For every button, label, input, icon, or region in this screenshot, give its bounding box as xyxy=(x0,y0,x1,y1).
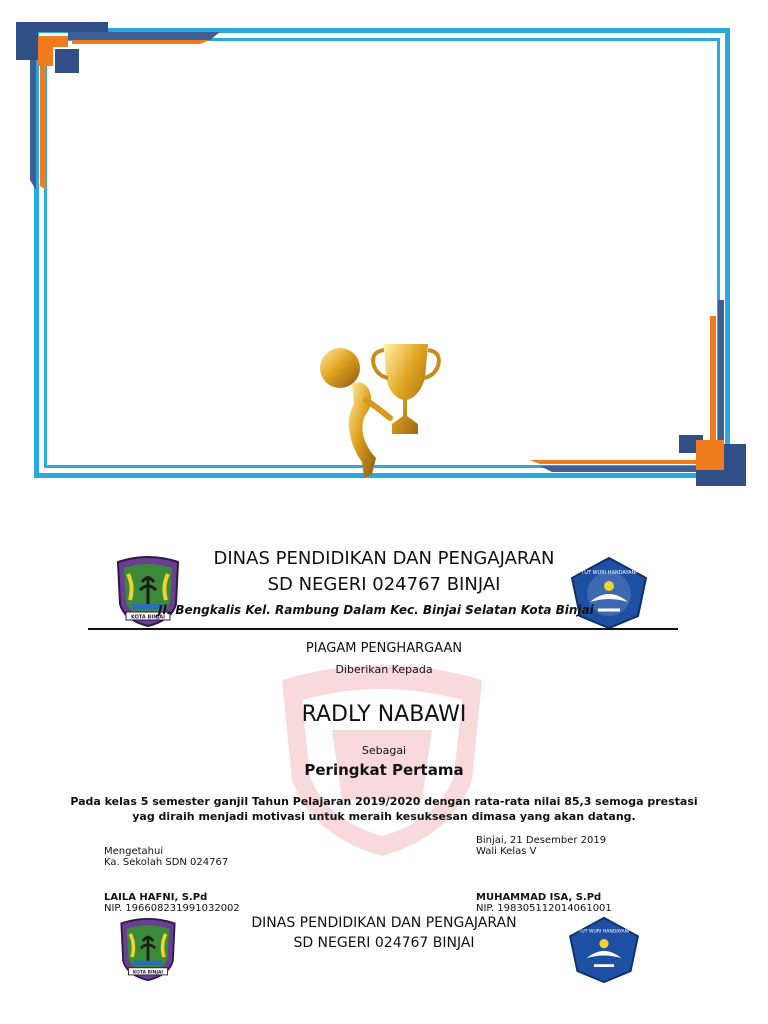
left-signatory-nip: NIP. 196608231991032002 xyxy=(104,903,240,914)
as-label: Sebagai xyxy=(361,744,407,757)
kota-binjai-logo-banner: KOTA BINJAI xyxy=(131,614,165,621)
top-left-corner-ornament xyxy=(16,22,220,190)
body-text-line-2: yag diraih menjadi motivasi untuk meraih kesuksesan dimasa yang akan datang. xyxy=(132,810,636,823)
header-school-name: SD NEGERI 024767 BINJAI xyxy=(267,574,501,595)
body-text-line-1: Pada kelas 5 semester ganjil Tahun Pelajaran 2019/2020 dengan rata-rata nilai 85,3 semoga prestasi xyxy=(70,795,698,808)
header-divider xyxy=(88,628,678,630)
right-caption: Wali Kelas V xyxy=(476,846,537,857)
left-caption-1: Mengetahui xyxy=(104,846,164,857)
bottom-right-corner-ornament xyxy=(530,300,746,486)
given-to-label: Diberikan Kepada xyxy=(335,663,433,676)
left-caption-2: Ka. Sekolah SDN 024767 xyxy=(104,857,229,868)
right-signatory-nip: NIP. 198305112014061001 xyxy=(476,903,612,914)
footer-dept-title: DINAS PENDIDIKAN DAN PENGAJARAN xyxy=(251,915,517,931)
tut-wuri-logo-banner: TUT WURI HANDAYANI xyxy=(581,570,637,576)
header-address-text: Jl. Bengkalis Kel. Rambung Dalam Kec. Binjai Selatan Kota Binjai xyxy=(158,603,594,617)
certificate-title: PIAGAM PENGHARGAAN xyxy=(305,641,463,656)
left-signatory-name: LAILA HAFNI, S.Pd xyxy=(104,892,208,903)
header-address xyxy=(158,602,594,618)
footer-tut-wuri-banner: TUT WURI HANDAYANI xyxy=(578,929,630,935)
footer-kota-binjai-banner: KOTA BINJAI xyxy=(132,970,164,976)
footer-school-name: SD NEGERI 024767 BINJAI xyxy=(293,935,475,951)
right-date: Binjai, 21 Desember 2019 xyxy=(476,835,607,846)
recipient-name: RADLY NABAWI xyxy=(301,702,467,727)
trophy-icon xyxy=(312,334,448,480)
right-signatory-name: MUHAMMAD ISA, S.Pd xyxy=(476,892,602,903)
rank-title: Peringkat Pertama xyxy=(304,761,464,779)
header-dept-title: DINAS PENDIDIKAN DAN PENGAJARAN xyxy=(213,548,555,569)
